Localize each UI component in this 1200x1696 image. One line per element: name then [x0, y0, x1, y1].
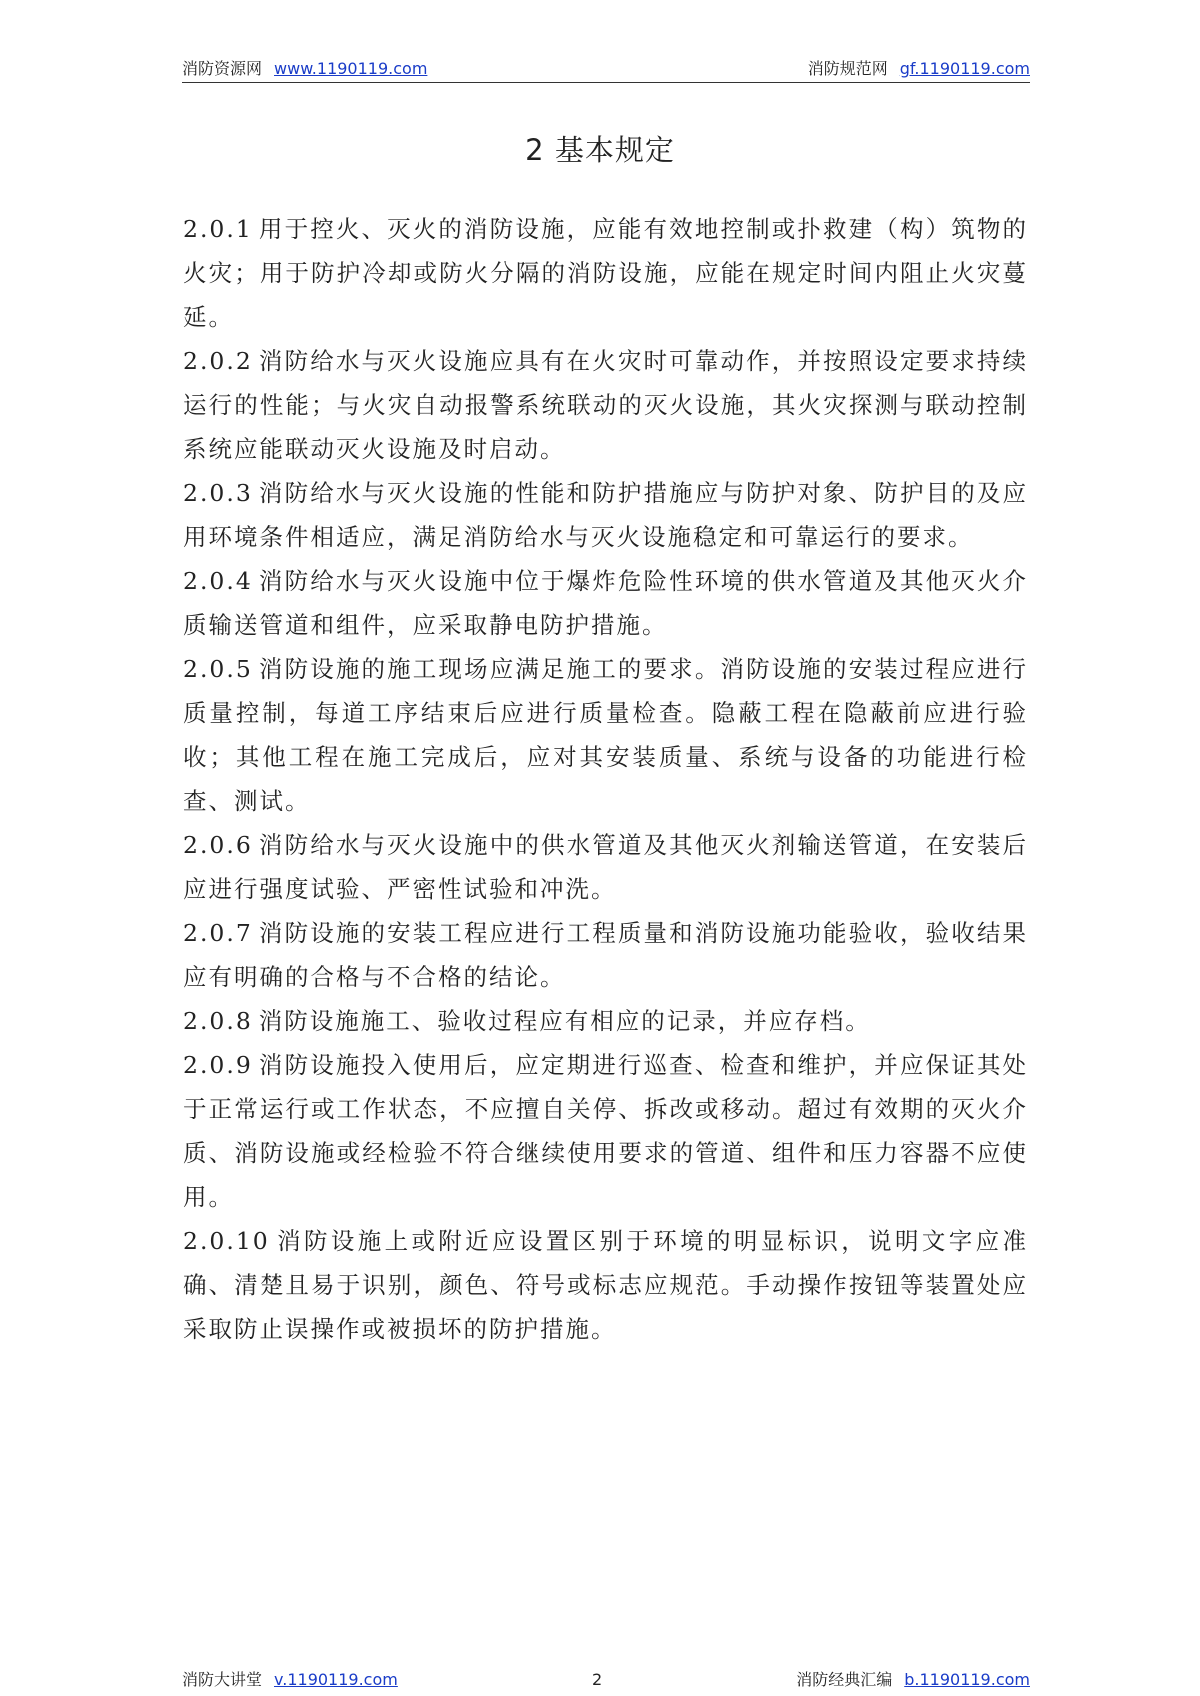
clause [183, 559, 1028, 647]
clause-text: 消防设施的安装工程应进行工程质量和消防设施功能验收，验收结果应有明确的合格与不合格的结论。 [183, 919, 1028, 991]
page-title: 2 基本规定 [525, 133, 675, 167]
clause-text: 消防给水与灭火设施的性能和防护措施应与防护对象、防护目的及应用环境条件相适应，满足消防给水与灭火设施稳定和可靠运行的要求。 [183, 479, 1028, 551]
footer-left-link[interactable]: v.1190119.com [274, 1670, 398, 1689]
clause [183, 471, 1028, 559]
header-right-link[interactable]: gf.1190119.com [899, 59, 1030, 78]
page-footer [182, 1667, 1030, 1690]
clause-text: 消防设施上或附近应设置区别于环境的明显标识，说明文字应准确、清楚且易于识别，颜色、符号或标志应规范。手动操作按钮等装置处应采取防止误操作或被损坏的防护措施。 [183, 1227, 1028, 1343]
clause-number: 2.0.8 [183, 1007, 253, 1035]
clause [183, 1043, 1028, 1219]
clause-text: 消防给水与灭火设施中位于爆炸危险性环境的供水管道及其他灭火介质输送管道和组件，应采取静电防护措施。 [183, 567, 1028, 639]
clause-number: 2.0.4 [183, 567, 253, 595]
header-left [182, 56, 427, 79]
clause-text: 消防设施的施工现场应满足施工的要求。消防设施的安装过程应进行质量控制，每道工序结束后应进行质量检查。隐蔽工程在隐蔽前应进行验收；其他工程在施工完成后，应对其安装质量、系统与设备的功能进行检查、测试。 [183, 655, 1028, 815]
clause [183, 647, 1028, 823]
page-number: 2 [591, 1670, 603, 1689]
header-right [808, 56, 1030, 79]
footer-right-link[interactable]: b.1190119.com [904, 1670, 1030, 1689]
header-right-label: 消防规范网 [807, 59, 888, 78]
clause [183, 1219, 1028, 1351]
footer-left-label: 消防大讲堂 [182, 1670, 263, 1689]
clause-number: 2.0.7 [183, 919, 253, 947]
clause-number: 2.0.10 [183, 1227, 270, 1255]
clause-number: 2.0.5 [183, 655, 253, 683]
clause-number: 2.0.6 [183, 831, 253, 859]
header-left-label: 消防资源网 [182, 59, 263, 78]
clause-number: 2.0.2 [183, 347, 253, 375]
clause-number: 2.0.9 [183, 1051, 253, 1079]
clause-text: 消防设施投入使用后，应定期进行巡查、检查和维护，并应保证其处于正常运行或工作状态，不应擅自关停、拆改或移动。超过有效期的灭火介质、消防设施或经检验不符合继续使用要求的管道、组件和压力容器不应使用。 [183, 1051, 1028, 1211]
page-header [182, 56, 1030, 83]
clause [183, 207, 1028, 339]
clause [183, 911, 1028, 999]
footer-left [182, 1667, 398, 1690]
clause-number: 2.0.3 [183, 479, 253, 507]
footer-right [796, 1667, 1030, 1690]
footer-right-label: 消防经典汇编 [796, 1670, 893, 1689]
clause [183, 339, 1028, 471]
clause [183, 999, 1028, 1043]
clause-number: 2.0.1 [183, 215, 253, 243]
clause-text: 消防给水与灭火设施中的供水管道及其他灭火剂输送管道，在安装后应进行强度试验、严密性试验和冲洗。 [183, 831, 1028, 903]
clause-text: 消防给水与灭火设施应具有在火灾时可靠动作，并按照设定要求持续运行的性能；与火灾自动报警系统联动的灭火设施，其火灾探测与联动控制系统应能联动灭火设施及时启动。 [183, 347, 1028, 463]
clause [183, 823, 1028, 911]
clause-list [183, 207, 1028, 1351]
clause-text: 用于控火、灭火的消防设施，应能有效地控制或扑救建（构）筑物的火灾；用于防护冷却或防火分隔的消防设施，应能在规定时间内阻止火灾蔓延。 [183, 215, 1028, 331]
header-left-link[interactable]: www.1190119.com [274, 59, 428, 78]
clause-text: 消防设施施工、验收过程应有相应的记录，并应存档。 [258, 1007, 871, 1035]
